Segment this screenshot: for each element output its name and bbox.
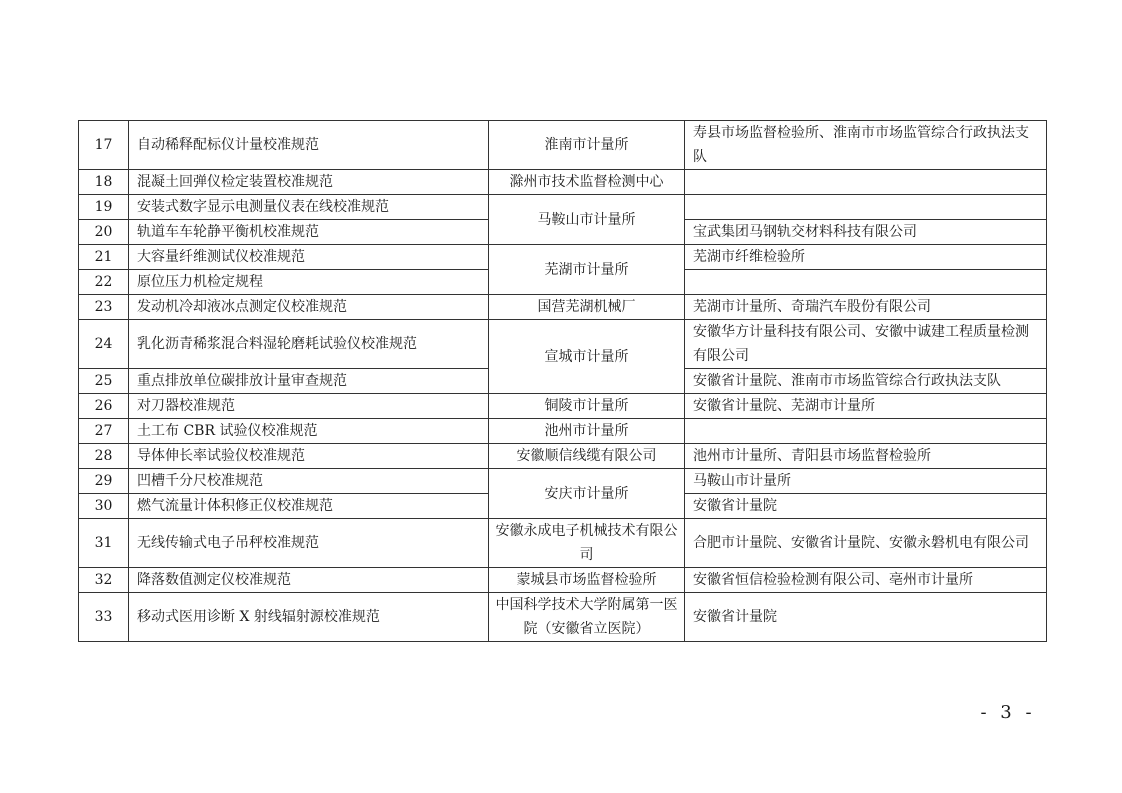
- row-number: 18: [79, 170, 129, 195]
- lead-unit: 芜湖市计量所: [489, 245, 685, 295]
- table-row: [79, 469, 1047, 494]
- table-row: [79, 444, 1047, 469]
- standard-name: 导体伸长率试验仪校准规范: [129, 444, 489, 469]
- standard-name: 对刀器校准规范: [129, 394, 489, 419]
- participating-units: [685, 419, 1047, 444]
- row-number: 17: [79, 121, 129, 170]
- row-number: 31: [79, 519, 129, 568]
- lead-unit: 马鞍山市计量所: [489, 195, 685, 245]
- standards-table: [78, 120, 1047, 642]
- participating-units: [685, 270, 1047, 295]
- standard-name: 原位压力机检定规程: [129, 270, 489, 295]
- participating-units: 安徽省计量院、芜湖市计量所: [685, 394, 1047, 419]
- table-row: [79, 195, 1047, 220]
- standard-name: 安装式数字显示电测量仪表在线校准规范: [129, 195, 489, 220]
- lead-unit: 宣城市计量所: [489, 320, 685, 394]
- lead-unit: 安徽顺信线缆有限公司: [489, 444, 685, 469]
- participating-units: 芜湖市纤维检验所: [685, 245, 1047, 270]
- standard-name: 轨道车车轮静平衡机校准规范: [129, 220, 489, 245]
- row-number: 28: [79, 444, 129, 469]
- table-row: [79, 568, 1047, 593]
- page-number: - 3 -: [980, 702, 1036, 723]
- table-row: [79, 245, 1047, 270]
- table-row: [79, 394, 1047, 419]
- row-number: 21: [79, 245, 129, 270]
- lead-unit: 安徽永成电子机械技术有限公司: [489, 519, 685, 568]
- participating-units: 马鞍山市计量所: [685, 469, 1047, 494]
- row-number: 30: [79, 494, 129, 519]
- participating-units: 合肥市计量院、安徽省计量院、安徽永磐机电有限公司: [685, 519, 1047, 568]
- participating-units: 芜湖市计量所、奇瑞汽车股份有限公司: [685, 295, 1047, 320]
- standard-name: 重点排放单位碳排放计量审查规范: [129, 369, 489, 394]
- standard-name: 无线传输式电子吊秤校准规范: [129, 519, 489, 568]
- lead-unit: 蒙城县市场监督检验所: [489, 568, 685, 593]
- standard-name: 乳化沥青稀浆混合料湿轮磨耗试验仪校准规范: [129, 320, 489, 369]
- participating-units: [685, 170, 1047, 195]
- lead-unit: 池州市计量所: [489, 419, 685, 444]
- standard-name: 移动式医用诊断 X 射线辐射源校准规范: [129, 593, 489, 642]
- standard-name: 混凝土回弹仪检定装置校准规范: [129, 170, 489, 195]
- row-number: 24: [79, 320, 129, 369]
- participating-units: 安徽省计量院: [685, 494, 1047, 519]
- participating-units: 安徽省恒信检验检测有限公司、亳州市计量所: [685, 568, 1047, 593]
- participating-units: 宝武集团马钢轨交材料科技有限公司: [685, 220, 1047, 245]
- participating-units: 安徽省计量院、淮南市市场监管综合行政执法支队: [685, 369, 1047, 394]
- table-row: [79, 170, 1047, 195]
- standard-name: 凹槽千分尺校准规范: [129, 469, 489, 494]
- standard-name: 燃气流量计体积修正仪校准规范: [129, 494, 489, 519]
- participating-units: 安徽省计量院: [685, 593, 1047, 642]
- row-number: 27: [79, 419, 129, 444]
- row-number: 23: [79, 295, 129, 320]
- row-number: 25: [79, 369, 129, 394]
- row-number: 29: [79, 469, 129, 494]
- participating-units: 池州市计量所、青阳县市场监督检验所: [685, 444, 1047, 469]
- lead-unit: 中国科学技术大学附属第一医院（安徽省立医院）: [489, 593, 685, 642]
- standard-name: 降落数值测定仪校准规范: [129, 568, 489, 593]
- lead-unit: 淮南市计量所: [489, 121, 685, 170]
- standard-name: 自动稀释配标仪计量校准规范: [129, 121, 489, 170]
- participating-units: 寿县市场监督检验所、淮南市市场监管综合行政执法支队: [685, 121, 1047, 170]
- lead-unit: 滁州市技术监督检测中心: [489, 170, 685, 195]
- table-row: [79, 593, 1047, 642]
- standard-name: 大容量纤维测试仪校准规范: [129, 245, 489, 270]
- standard-name: 土工布 CBR 试验仪校准规范: [129, 419, 489, 444]
- lead-unit: 国营芜湖机械厂: [489, 295, 685, 320]
- table-row: [79, 121, 1047, 170]
- lead-unit: 铜陵市计量所: [489, 394, 685, 419]
- table-row: [79, 295, 1047, 320]
- row-number: 22: [79, 270, 129, 295]
- table-row: [79, 419, 1047, 444]
- row-number: 26: [79, 394, 129, 419]
- row-number: 33: [79, 593, 129, 642]
- lead-unit: 安庆市计量所: [489, 469, 685, 519]
- table-row: [79, 320, 1047, 369]
- table-row: [79, 519, 1047, 568]
- row-number: 20: [79, 220, 129, 245]
- standard-name: 发动机冷却液冰点测定仪校准规范: [129, 295, 489, 320]
- participating-units: [685, 195, 1047, 220]
- row-number: 19: [79, 195, 129, 220]
- participating-units: 安徽华方计量科技有限公司、安徽中诚建工程质量检测有限公司: [685, 320, 1047, 369]
- row-number: 32: [79, 568, 129, 593]
